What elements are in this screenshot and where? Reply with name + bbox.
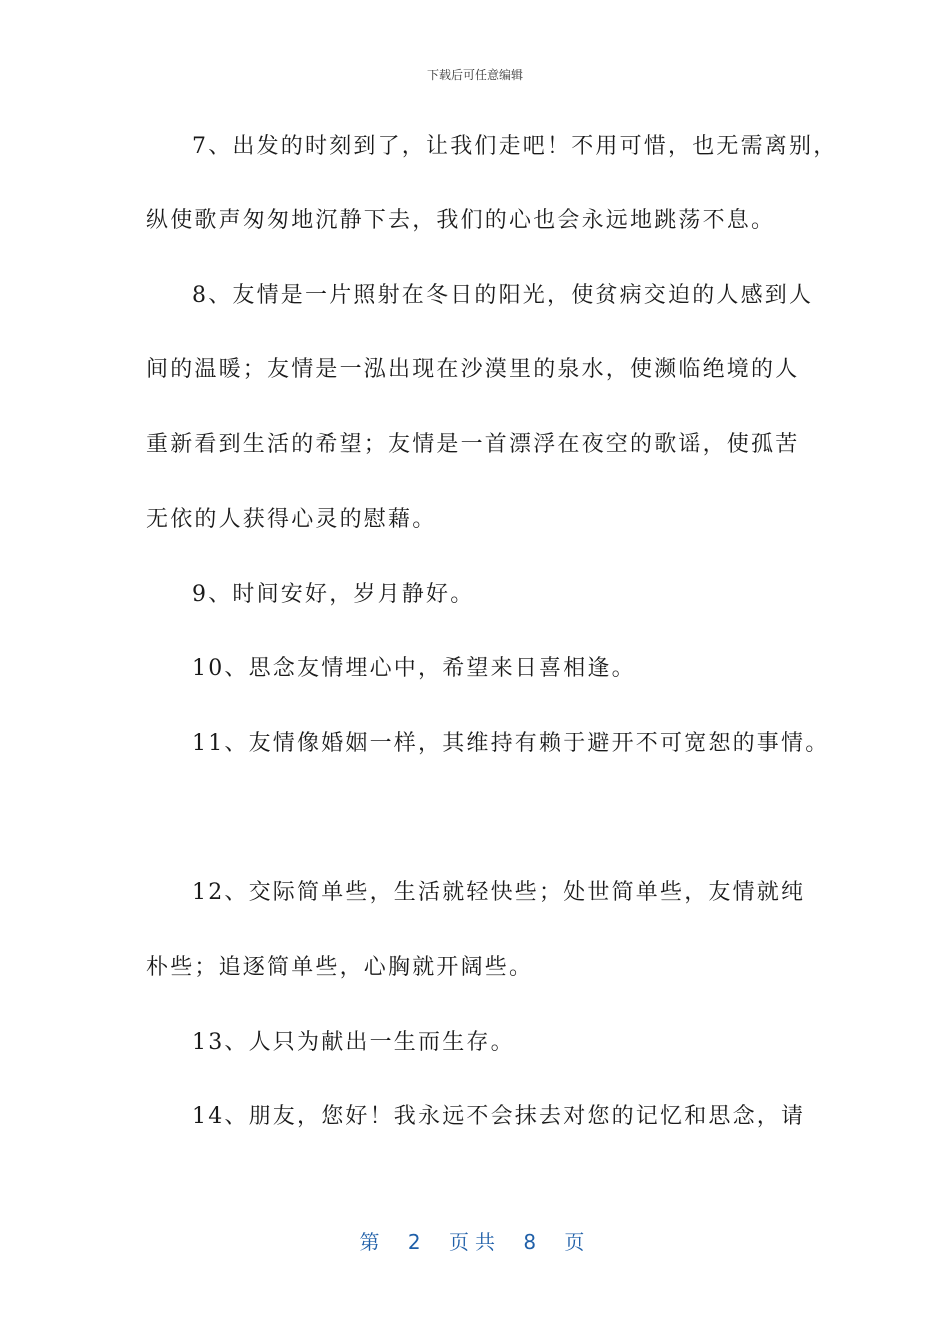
paragraph-line: 朴些；追逐简单些，心胸就开阔些。 bbox=[146, 955, 534, 980]
paragraph-line: 11、友情像婚姻一样，其维持有赖于避开不可宽恕的事情。 bbox=[192, 731, 830, 756]
page-header: 下载后可任意编辑 bbox=[426, 68, 523, 82]
paragraph-line: 14、朋友，您好！我永远不会抹去对您的记忆和思念，请 bbox=[192, 1104, 806, 1129]
paragraph-line: 纵使歌声匆匆地沉静下去，我们的心也会永远地跳荡不息。 bbox=[146, 208, 776, 233]
paragraph-line: 间的温暖；友情是一泓出现在沙漠里的泉水，使濒临绝境的人 bbox=[146, 357, 800, 382]
paragraph-line: 12、交际简单些，生活就轻快些；处世简单些，友情就纯 bbox=[192, 880, 806, 905]
page-number-footer: 第 2 页共 8 页 bbox=[359, 1230, 591, 1254]
paragraph-line: 无依的人获得心灵的慰藉。 bbox=[146, 507, 437, 532]
paragraph-line: 重新看到生活的希望；友情是一首漂浮在夜空的歌谣，使孤苦 bbox=[146, 432, 800, 457]
paragraph-line: 9、时间安好，岁月静好。 bbox=[192, 582, 475, 607]
paragraph-line: 7、出发的时刻到了，让我们走吧！不用可惜，也无需离别， bbox=[192, 134, 838, 159]
paragraph-line: 8、友情是一片照射在冬日的阳光，使贫病交迫的人感到人 bbox=[192, 283, 814, 308]
paragraph-line: 10、思念友情埋心中，希望来日喜相逢。 bbox=[192, 656, 636, 681]
paragraph-line: 13、人只为献出一生而生存。 bbox=[192, 1030, 515, 1055]
